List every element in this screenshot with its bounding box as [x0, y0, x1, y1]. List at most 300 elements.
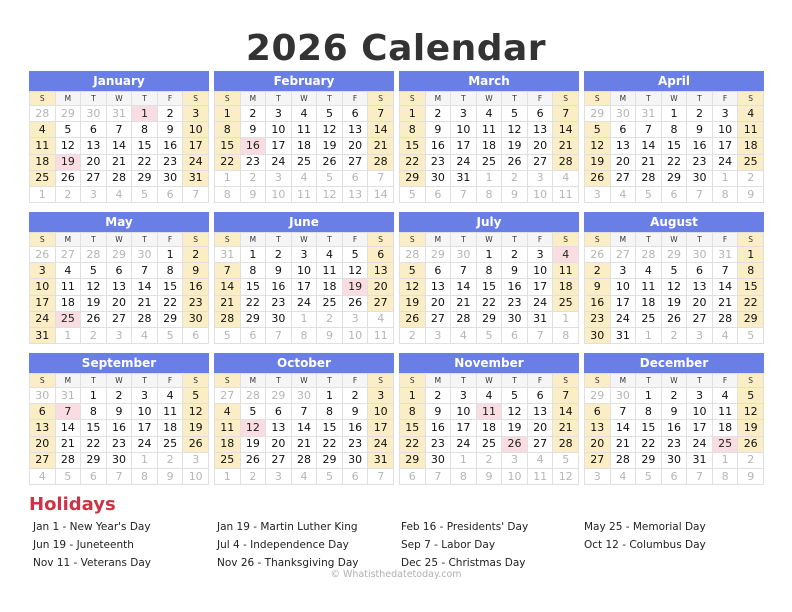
weekday-label: S [585, 233, 611, 247]
day-cell: 9 [240, 186, 266, 202]
weekday-label: M [425, 374, 451, 388]
day-cell: 26 [502, 436, 528, 452]
day-cell: 15 [400, 138, 426, 154]
weekday-label: T [132, 92, 158, 106]
day-cell: 5 [585, 122, 611, 138]
day-cell: 16 [425, 138, 451, 154]
week-row [585, 263, 764, 279]
day-cell: 2 [661, 388, 687, 404]
week-row [30, 170, 209, 186]
week-row [585, 295, 764, 311]
day-cell: 23 [342, 436, 368, 452]
day-cell: 7 [451, 263, 477, 279]
day-cell: 9 [342, 404, 368, 420]
day-cell: 8 [738, 263, 764, 279]
day-cell: 27 [215, 388, 241, 404]
day-cell: 20 [527, 420, 553, 436]
day-cell: 6 [425, 186, 451, 202]
month-grid [584, 373, 764, 485]
day-cell: 6 [527, 106, 553, 122]
day-cell: 8 [291, 327, 317, 343]
day-cell: 7 [687, 186, 713, 202]
holiday-item: Jun 19 - Juneteenth [33, 539, 134, 551]
day-cell: 28 [291, 452, 317, 468]
day-cell: 21 [368, 138, 394, 154]
day-cell: 28 [712, 311, 738, 327]
week-row [585, 404, 764, 420]
weekday-label: T [266, 92, 292, 106]
day-cell: 5 [502, 106, 528, 122]
day-cell: 15 [240, 279, 266, 295]
day-cell: 23 [661, 436, 687, 452]
weekday-label: F [342, 374, 368, 388]
day-cell: 29 [425, 247, 451, 263]
day-cell: 24 [687, 436, 713, 452]
month-name: March [399, 71, 579, 91]
day-cell: 5 [661, 263, 687, 279]
day-cell: 12 [661, 279, 687, 295]
holiday-column [584, 518, 769, 554]
weekday-label: T [687, 92, 713, 106]
day-cell: 19 [738, 420, 764, 436]
day-cell: 3 [712, 106, 738, 122]
months-grid [29, 71, 765, 489]
month-grid [399, 91, 579, 203]
day-cell: 20 [585, 436, 611, 452]
day-cell: 27 [585, 452, 611, 468]
month-april [584, 71, 764, 203]
week-row [215, 404, 394, 420]
day-cell: 28 [132, 311, 158, 327]
day-cell: 17 [451, 420, 477, 436]
day-cell: 31 [183, 170, 209, 186]
day-cell: 1 [157, 247, 183, 263]
week-row [400, 404, 579, 420]
day-cell: 1 [712, 170, 738, 186]
weekday-label: T [81, 92, 107, 106]
day-cell: 23 [687, 154, 713, 170]
day-cell: 6 [687, 263, 713, 279]
day-cell: 24 [183, 154, 209, 170]
month-grid [29, 373, 209, 485]
day-cell: 18 [476, 138, 502, 154]
day-cell: 27 [106, 311, 132, 327]
week-row [215, 468, 394, 484]
week-row [585, 170, 764, 186]
day-cell: 17 [291, 279, 317, 295]
day-cell: 10 [527, 263, 553, 279]
weekday-label: F [157, 92, 183, 106]
day-cell: 2 [400, 327, 426, 343]
day-cell: 2 [661, 327, 687, 343]
week-row [400, 186, 579, 202]
week-row [215, 106, 394, 122]
day-cell: 28 [55, 452, 81, 468]
week-row [585, 122, 764, 138]
day-cell: 27 [81, 170, 107, 186]
week-row [585, 247, 764, 263]
month-october [214, 353, 394, 485]
day-cell: 3 [183, 106, 209, 122]
day-cell: 17 [183, 138, 209, 154]
day-cell: 5 [400, 263, 426, 279]
day-cell: 5 [400, 186, 426, 202]
day-cell: 22 [317, 436, 343, 452]
day-cell: 16 [106, 420, 132, 436]
day-cell: 1 [636, 388, 662, 404]
day-cell: 26 [585, 170, 611, 186]
holiday-item: Dec 25 - Christmas Day [401, 557, 526, 569]
day-cell: 18 [157, 420, 183, 436]
day-cell: 2 [157, 452, 183, 468]
day-cell: 11 [738, 122, 764, 138]
day-cell: 11 [527, 468, 553, 484]
day-cell: 3 [266, 468, 292, 484]
day-cell: 22 [400, 154, 426, 170]
month-grid [29, 91, 209, 203]
day-cell: 1 [451, 452, 477, 468]
day-cell: 30 [183, 311, 209, 327]
week-row [215, 311, 394, 327]
day-cell: 16 [585, 295, 611, 311]
day-cell: 10 [527, 186, 553, 202]
week-row [30, 388, 209, 404]
weekday-label: S [738, 374, 764, 388]
day-cell: 22 [240, 295, 266, 311]
week-row [585, 388, 764, 404]
week-row [215, 436, 394, 452]
day-cell: 9 [425, 122, 451, 138]
day-cell: 27 [342, 154, 368, 170]
day-cell: 24 [30, 311, 56, 327]
day-cell: 5 [55, 122, 81, 138]
day-cell: 13 [368, 263, 394, 279]
weekday-label: M [240, 374, 266, 388]
week-row [400, 122, 579, 138]
weekday-label: T [266, 233, 292, 247]
day-cell: 29 [157, 311, 183, 327]
holidays-title: Holidays [29, 494, 116, 515]
week-row [30, 311, 209, 327]
day-cell: 24 [712, 154, 738, 170]
day-cell: 31 [55, 388, 81, 404]
day-cell: 11 [30, 138, 56, 154]
day-cell: 7 [610, 404, 636, 420]
week-row [585, 186, 764, 202]
day-cell: 6 [527, 388, 553, 404]
day-cell: 26 [342, 295, 368, 311]
day-cell: 16 [157, 138, 183, 154]
day-cell: 24 [266, 154, 292, 170]
day-cell: 21 [55, 436, 81, 452]
day-cell: 26 [30, 247, 56, 263]
day-cell: 28 [553, 154, 579, 170]
day-cell: 7 [553, 388, 579, 404]
day-cell: 14 [636, 138, 662, 154]
day-cell: 12 [738, 404, 764, 420]
day-cell: 31 [30, 327, 56, 343]
day-cell: 27 [527, 154, 553, 170]
week-row [585, 154, 764, 170]
footer-credit: © Whatisthedatetoday.com [330, 569, 462, 580]
day-cell: 13 [30, 420, 56, 436]
day-cell: 10 [183, 468, 209, 484]
day-cell: 18 [553, 279, 579, 295]
day-cell: 31 [712, 247, 738, 263]
day-cell: 3 [687, 388, 713, 404]
day-cell: 1 [476, 170, 502, 186]
day-cell: 6 [585, 404, 611, 420]
day-cell: 10 [451, 122, 477, 138]
day-cell: 13 [342, 122, 368, 138]
weekday-label: W [106, 233, 132, 247]
day-cell: 2 [81, 327, 107, 343]
day-cell: 4 [553, 170, 579, 186]
week-row [215, 247, 394, 263]
month-november [399, 353, 579, 485]
day-cell: 4 [291, 468, 317, 484]
day-cell: 3 [30, 263, 56, 279]
day-cell: 9 [738, 186, 764, 202]
day-cell: 30 [687, 170, 713, 186]
day-cell: 12 [317, 186, 343, 202]
day-cell: 31 [636, 106, 662, 122]
day-cell: 31 [215, 247, 241, 263]
month-december [584, 353, 764, 485]
day-cell: 9 [738, 468, 764, 484]
day-cell: 3 [451, 388, 477, 404]
weekday-label: M [610, 233, 636, 247]
week-row [400, 388, 579, 404]
day-cell: 4 [157, 388, 183, 404]
weekday-label: T [687, 233, 713, 247]
month-name: February [214, 71, 394, 91]
day-cell: 28 [451, 311, 477, 327]
day-cell: 8 [215, 122, 241, 138]
week-row [30, 327, 209, 343]
day-cell: 10 [368, 404, 394, 420]
holiday-item: Feb 16 - Presidents' Day [401, 521, 529, 533]
day-cell: 23 [425, 436, 451, 452]
day-cell: 24 [451, 436, 477, 452]
weekday-label: M [55, 233, 81, 247]
day-cell: 8 [636, 404, 662, 420]
weekday-label: T [451, 374, 477, 388]
day-cell: 2 [183, 247, 209, 263]
day-cell: 28 [400, 247, 426, 263]
day-cell: 27 [266, 452, 292, 468]
day-cell: 29 [738, 311, 764, 327]
day-cell: 4 [610, 186, 636, 202]
day-cell: 28 [636, 170, 662, 186]
day-cell: 24 [527, 295, 553, 311]
day-cell: 12 [553, 468, 579, 484]
day-cell: 20 [610, 154, 636, 170]
day-cell: 29 [81, 452, 107, 468]
day-cell: 3 [266, 170, 292, 186]
day-cell: 31 [106, 106, 132, 122]
day-cell: 10 [266, 122, 292, 138]
day-cell: 11 [712, 404, 738, 420]
weekday-label: S [585, 92, 611, 106]
day-cell: 23 [157, 154, 183, 170]
day-cell: 1 [215, 106, 241, 122]
weekday-label: T [317, 374, 343, 388]
weekday-label: S [553, 233, 579, 247]
day-cell: 18 [636, 295, 662, 311]
day-cell: 22 [400, 436, 426, 452]
weekday-label: T [636, 374, 662, 388]
day-cell: 2 [240, 106, 266, 122]
day-cell: 26 [585, 247, 611, 263]
weekday-label: T [451, 233, 477, 247]
week-row [215, 263, 394, 279]
day-cell: 18 [215, 436, 241, 452]
day-cell: 7 [527, 327, 553, 343]
day-cell: 2 [106, 388, 132, 404]
day-cell: 30 [157, 170, 183, 186]
day-cell: 6 [240, 327, 266, 343]
holiday-item: Jan 1 - New Year's Day [33, 521, 151, 533]
day-cell: 20 [342, 138, 368, 154]
day-cell: 9 [502, 186, 528, 202]
day-cell: 25 [291, 154, 317, 170]
day-cell: 15 [738, 279, 764, 295]
day-cell: 23 [240, 154, 266, 170]
day-cell: 29 [661, 170, 687, 186]
week-row [215, 186, 394, 202]
weekday-label: T [451, 92, 477, 106]
day-cell: 14 [215, 279, 241, 295]
day-cell: 3 [451, 106, 477, 122]
week-row [400, 295, 579, 311]
weekday-label: M [240, 233, 266, 247]
day-cell: 29 [585, 106, 611, 122]
day-cell: 21 [553, 138, 579, 154]
day-cell: 30 [585, 327, 611, 343]
day-cell: 2 [317, 311, 343, 327]
day-cell: 22 [476, 295, 502, 311]
day-cell: 26 [502, 154, 528, 170]
day-cell: 29 [55, 106, 81, 122]
day-cell: 5 [553, 452, 579, 468]
day-cell: 11 [553, 263, 579, 279]
day-cell: 12 [240, 420, 266, 436]
day-cell: 7 [368, 106, 394, 122]
week-row [400, 452, 579, 468]
day-cell: 9 [476, 468, 502, 484]
day-cell: 22 [738, 295, 764, 311]
month-name: June [214, 212, 394, 232]
day-cell: 18 [291, 138, 317, 154]
week-row [215, 295, 394, 311]
day-cell: 20 [527, 138, 553, 154]
day-cell: 21 [712, 295, 738, 311]
day-cell: 19 [661, 295, 687, 311]
day-cell: 8 [317, 404, 343, 420]
day-cell: 19 [55, 154, 81, 170]
day-cell: 26 [183, 436, 209, 452]
day-cell: 29 [585, 388, 611, 404]
day-cell: 25 [476, 154, 502, 170]
day-cell: 12 [400, 279, 426, 295]
weekday-label: S [30, 374, 56, 388]
day-cell: 24 [291, 295, 317, 311]
holiday-item: Jan 19 - Martin Luther King [217, 521, 358, 533]
day-cell: 2 [157, 106, 183, 122]
day-cell: 7 [132, 263, 158, 279]
weekday-label: T [687, 374, 713, 388]
weekday-label: W [661, 374, 687, 388]
day-cell: 21 [636, 154, 662, 170]
day-cell: 20 [30, 436, 56, 452]
day-cell: 16 [183, 279, 209, 295]
day-cell: 21 [451, 295, 477, 311]
day-cell: 13 [266, 420, 292, 436]
day-cell: 30 [81, 106, 107, 122]
day-cell: 23 [585, 311, 611, 327]
day-cell: 23 [425, 154, 451, 170]
day-cell: 17 [368, 420, 394, 436]
day-cell: 29 [240, 311, 266, 327]
day-cell: 5 [636, 468, 662, 484]
day-cell: 30 [30, 388, 56, 404]
day-cell: 23 [183, 295, 209, 311]
day-cell: 30 [610, 106, 636, 122]
day-cell: 19 [585, 154, 611, 170]
day-cell: 12 [55, 138, 81, 154]
weekday-label: S [738, 233, 764, 247]
weekday-label: T [502, 374, 528, 388]
day-cell: 5 [342, 247, 368, 263]
day-cell: 4 [368, 311, 394, 327]
day-cell: 17 [712, 138, 738, 154]
day-cell: 30 [687, 247, 713, 263]
day-cell: 15 [81, 420, 107, 436]
day-cell: 8 [81, 404, 107, 420]
day-cell: 19 [183, 420, 209, 436]
day-cell: 11 [553, 186, 579, 202]
day-cell: 7 [451, 186, 477, 202]
day-cell: 29 [476, 311, 502, 327]
day-cell: 12 [502, 404, 528, 420]
day-cell: 1 [712, 452, 738, 468]
day-cell: 14 [368, 122, 394, 138]
week-row [215, 170, 394, 186]
day-cell: 15 [636, 420, 662, 436]
day-cell: 30 [291, 388, 317, 404]
weekday-label: T [132, 374, 158, 388]
day-cell: 15 [132, 138, 158, 154]
day-cell: 27 [610, 170, 636, 186]
weekday-label: T [81, 374, 107, 388]
weekday-label: M [55, 374, 81, 388]
day-cell: 21 [291, 436, 317, 452]
day-cell: 25 [215, 452, 241, 468]
weekday-label: F [342, 233, 368, 247]
day-cell: 10 [610, 279, 636, 295]
weekday-label: S [183, 374, 209, 388]
day-cell: 25 [157, 436, 183, 452]
weekday-label: W [291, 374, 317, 388]
day-cell: 28 [610, 452, 636, 468]
week-row [400, 420, 579, 436]
day-cell: 12 [342, 263, 368, 279]
day-cell: 19 [81, 295, 107, 311]
day-cell: 3 [291, 247, 317, 263]
day-cell: 31 [687, 452, 713, 468]
day-cell: 27 [30, 452, 56, 468]
